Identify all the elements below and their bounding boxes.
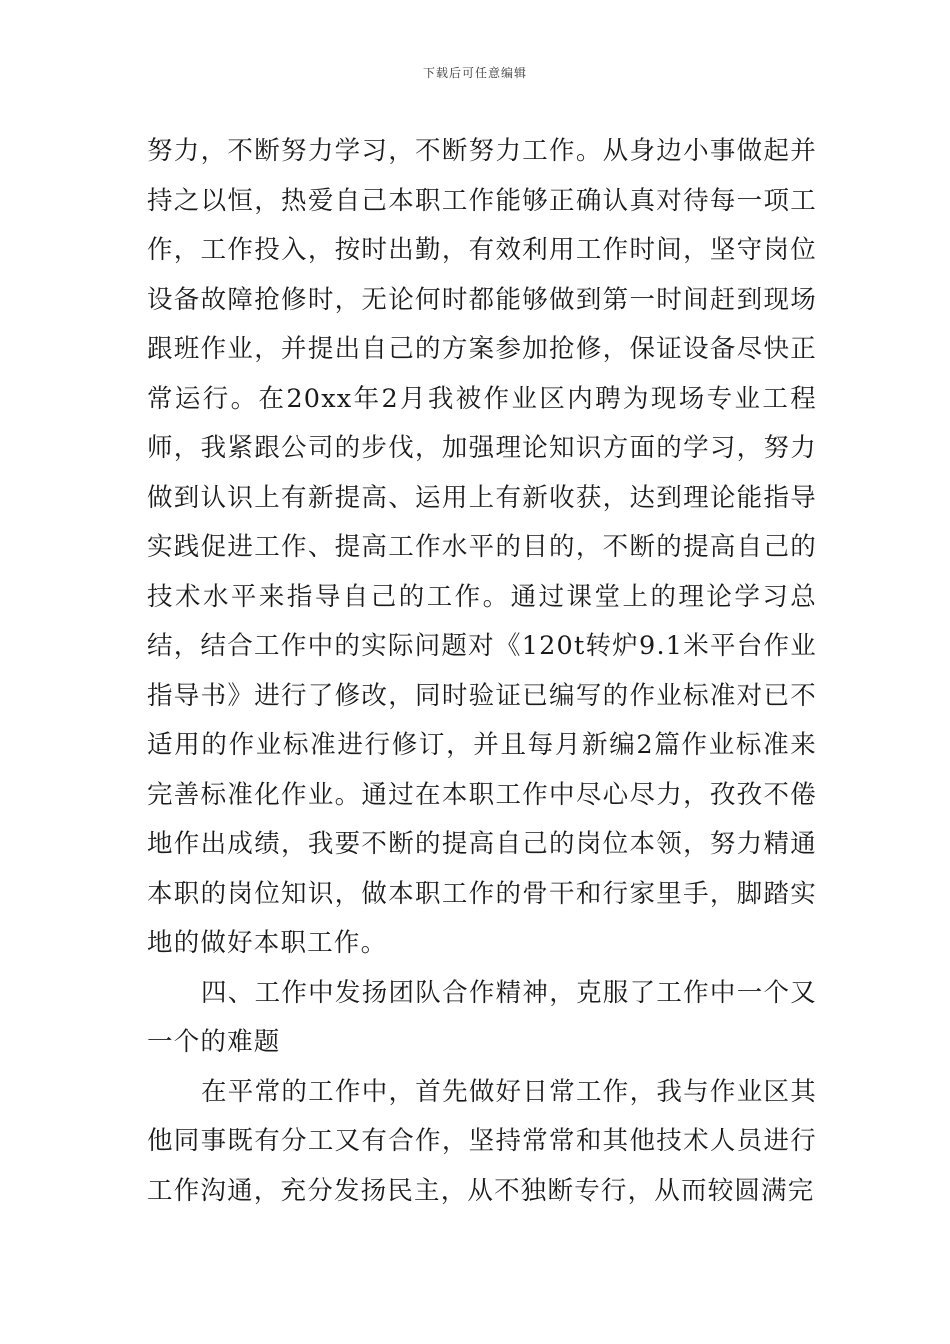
body-paragraph: 在平常的工作中，首先做好日常工作，我与作业区其他同事既有分工又有合作，坚持常常和其他技术人员进行工作沟通，充分发扬民主，从不独断专行，从而较圆满完 [147,1076,817,1206]
section-heading-paragraph: 四、工作中发扬团队合作精神，克服了工作中一个又一个的难题 [147,977,817,1057]
page-header: 下载后可任意编辑 [422,66,527,80]
document-body [147,127,817,1216]
body-paragraph: 努力，不断努力学习，不断努力工作。从身边小事做起并持之以恒，热爱自己本职工作能够正确认真对待每一项工作，工作投入，按时出勤，有效利用工作时间，坚守岗位设备故障抢修时，无论何时都能够做到第一时间赶到现场跟班作业，并提出自己的方案参加抢修，保证设备尽快正常运行。在20xx年2月我被作业区内聘为现场专业工程师，我紧跟公司的步伐，加强理论知识方面的学习，努力做到认识上有新提高、运用上有新收获，达到理论能指导实践促进工作、提高工作水平的目的，不断的提高自己的技术水平来指导自己的工作。通过课堂上的理论学习总结，结合工作中的实际问题对《120t转炉9.1米平台作业指导书》进行了修改，同时验证已编写的作业标准对已不适用的作业标准进行修订，并且每月新编2篇作业标准来完善标准化作业。通过在本职工作中尽心尽力，孜孜不倦地作出成绩，我要不断的提高自己的岗位本领，努力精通本职的岗位知识，做本职工作的骨干和行家里手，脚踏实地的做好本职工作。 [147,136,817,958]
